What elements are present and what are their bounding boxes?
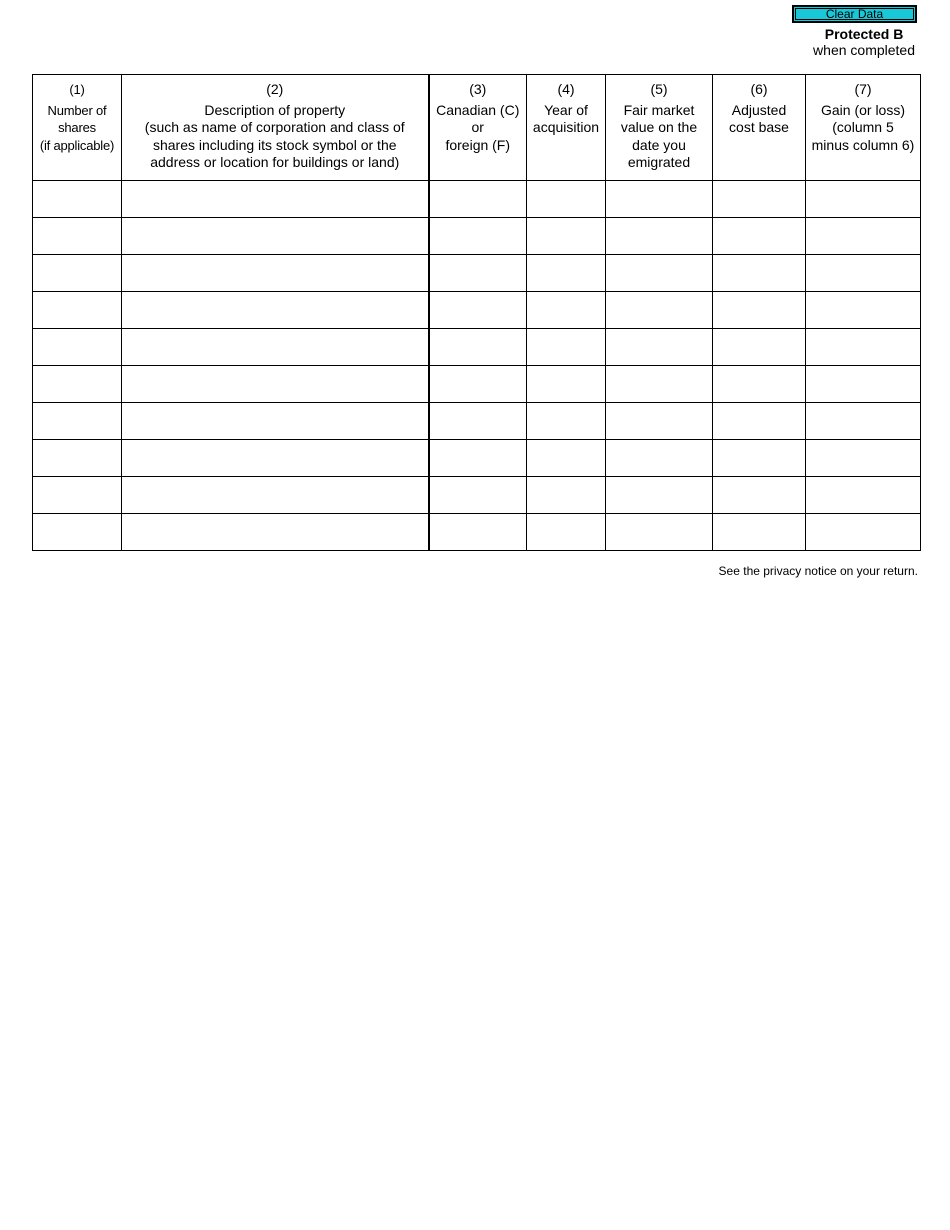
table-cell <box>429 477 527 514</box>
adjusted-cost-base-input[interactable] <box>713 329 805 365</box>
protected-label: Protected B <box>824 26 904 42</box>
column-label: Fair market value on the date you emigrated <box>620 101 698 170</box>
fair-market-value-input[interactable] <box>606 329 712 365</box>
canadian-or-foreign-input[interactable] <box>430 403 527 439</box>
column-label: Year of acquisition <box>532 101 600 135</box>
number-of-shares-input[interactable] <box>33 403 121 439</box>
description-input[interactable] <box>122 292 428 328</box>
table-cell <box>527 218 606 255</box>
description-input[interactable] <box>122 181 428 217</box>
gain-or-loss-input[interactable] <box>806 514 920 550</box>
table-cell <box>713 218 806 255</box>
table-cell <box>606 440 713 477</box>
table-body <box>33 181 921 551</box>
protected-b-notice <box>813 26 915 58</box>
gain-or-loss-input[interactable] <box>806 403 920 439</box>
gain-or-loss-input[interactable] <box>806 440 920 476</box>
year-of-acquisition-input[interactable] <box>527 292 605 328</box>
protected-sub-label: when completed <box>813 42 915 58</box>
table-cell <box>713 181 806 218</box>
table-cell <box>429 366 527 403</box>
table-cell <box>806 181 921 218</box>
table-cell <box>806 329 921 366</box>
table-cell <box>429 292 527 329</box>
fair-market-value-input[interactable] <box>606 440 712 476</box>
table-cell <box>713 514 806 551</box>
table-cell <box>713 403 806 440</box>
table-cell <box>713 255 806 292</box>
column-header-canadian-or-foreign <box>429 75 527 181</box>
adjusted-cost-base-input[interactable] <box>713 255 805 291</box>
table-row <box>33 403 921 440</box>
table-cell <box>806 440 921 477</box>
table-cell <box>606 403 713 440</box>
table-cell <box>122 477 429 514</box>
description-input[interactable] <box>122 366 428 402</box>
column-label: Description of property (such as name of corporation and class of shares including its stock symbol or the address or location for buildings or land) <box>144 101 405 170</box>
canadian-or-foreign-input[interactable] <box>430 181 527 217</box>
table-cell <box>33 255 122 292</box>
table-cell <box>527 329 606 366</box>
table-cell <box>33 366 122 403</box>
description-input[interactable] <box>122 255 428 291</box>
description-input[interactable] <box>122 477 428 513</box>
table-cell <box>122 366 429 403</box>
table-cell <box>527 292 606 329</box>
table-cell <box>527 181 606 218</box>
table-cell <box>122 218 429 255</box>
adjusted-cost-base-input[interactable] <box>713 440 805 476</box>
fair-market-value-input[interactable] <box>606 181 712 217</box>
table-header-row <box>33 75 921 181</box>
table-cell <box>806 366 921 403</box>
table-row <box>33 366 921 403</box>
number-of-shares-input[interactable] <box>33 292 121 328</box>
table-row <box>33 514 921 551</box>
table-cell <box>713 366 806 403</box>
canadian-or-foreign-input[interactable] <box>430 366 527 402</box>
year-of-acquisition-input[interactable] <box>527 218 605 254</box>
fair-market-value-input[interactable] <box>606 218 712 254</box>
year-of-acquisition-input[interactable] <box>527 403 605 439</box>
privacy-notice: See the privacy notice on your return. <box>718 564 918 578</box>
table-cell <box>806 514 921 551</box>
year-of-acquisition-input[interactable] <box>527 514 605 550</box>
table-cell <box>527 403 606 440</box>
column-header-adjusted-cost-base <box>713 75 806 181</box>
adjusted-cost-base-input[interactable] <box>713 477 805 513</box>
fair-market-value-input[interactable] <box>606 255 712 291</box>
column-header-fair-market-value <box>606 75 713 181</box>
table-cell <box>429 218 527 255</box>
number-of-shares-input[interactable] <box>33 366 121 402</box>
fair-market-value-input[interactable] <box>606 403 712 439</box>
year-of-acquisition-input[interactable] <box>527 255 605 291</box>
column-label: Number of shares (if applicable) <box>39 102 115 153</box>
canadian-or-foreign-input[interactable] <box>430 514 527 550</box>
fair-market-value-input[interactable] <box>606 366 712 402</box>
table-cell <box>33 477 122 514</box>
table-row <box>33 218 921 255</box>
gain-or-loss-input[interactable] <box>806 181 920 217</box>
year-of-acquisition-input[interactable] <box>527 366 605 402</box>
column-header-description <box>122 75 429 181</box>
number-of-shares-input[interactable] <box>33 218 121 254</box>
adjusted-cost-base-input[interactable] <box>713 181 805 217</box>
table-cell <box>33 181 122 218</box>
table-cell <box>429 440 527 477</box>
table-cell <box>429 403 527 440</box>
fair-market-value-input[interactable] <box>606 477 712 513</box>
gain-or-loss-input[interactable] <box>806 218 920 254</box>
table-cell <box>429 255 527 292</box>
table-row <box>33 292 921 329</box>
gain-or-loss-input[interactable] <box>806 477 920 513</box>
canadian-or-foreign-input[interactable] <box>430 292 527 328</box>
number-of-shares-input[interactable] <box>33 514 121 550</box>
description-input[interactable] <box>122 329 428 365</box>
table-cell <box>122 329 429 366</box>
column-label: Canadian (C) or foreign (F) <box>436 101 520 153</box>
gain-or-loss-input[interactable] <box>806 292 920 328</box>
table-cell <box>606 255 713 292</box>
year-of-acquisition-input[interactable] <box>527 440 605 476</box>
table-cell <box>429 514 527 551</box>
number-of-shares-input[interactable] <box>33 255 121 291</box>
number-of-shares-input[interactable] <box>33 329 121 365</box>
table-cell <box>33 514 122 551</box>
canadian-or-foreign-input[interactable] <box>430 477 527 513</box>
column-number: (4) <box>557 81 575 97</box>
table-cell <box>429 181 527 218</box>
table-cell <box>806 403 921 440</box>
column-number: (5) <box>650 81 668 97</box>
column-number: (2) <box>266 81 284 97</box>
table-cell <box>713 440 806 477</box>
adjusted-cost-base-input[interactable] <box>713 514 805 550</box>
table-cell <box>527 255 606 292</box>
table-cell <box>527 477 606 514</box>
number-of-shares-input[interactable] <box>33 477 121 513</box>
column-label: Adjusted cost base <box>729 101 789 135</box>
table-cell <box>33 403 122 440</box>
gain-or-loss-input[interactable] <box>806 329 920 365</box>
table-cell <box>33 329 122 366</box>
table-cell <box>33 218 122 255</box>
table-cell <box>527 366 606 403</box>
table-row <box>33 477 921 514</box>
table-cell <box>806 477 921 514</box>
table-cell <box>122 440 429 477</box>
table-cell <box>122 292 429 329</box>
table-cell <box>122 255 429 292</box>
table-cell <box>33 292 122 329</box>
table-cell <box>713 477 806 514</box>
column-header-gain-or-loss <box>806 75 921 181</box>
gain-or-loss-input[interactable] <box>806 366 920 402</box>
table-cell <box>606 181 713 218</box>
table-row <box>33 181 921 218</box>
table-row <box>33 255 921 292</box>
column-header-number-of-shares <box>33 75 122 181</box>
column-number: (3) <box>469 81 487 97</box>
year-of-acquisition-input[interactable] <box>527 181 605 217</box>
table-row <box>33 329 921 366</box>
table-cell <box>606 218 713 255</box>
property-table <box>32 74 921 551</box>
table-cell <box>606 514 713 551</box>
number-of-shares-input[interactable] <box>33 440 121 476</box>
year-of-acquisition-input[interactable] <box>527 477 605 513</box>
table-row <box>33 440 921 477</box>
adjusted-cost-base-input[interactable] <box>713 218 805 254</box>
adjusted-cost-base-input[interactable] <box>713 366 805 402</box>
column-header-year-of-acquisition <box>527 75 606 181</box>
year-of-acquisition-input[interactable] <box>527 329 605 365</box>
number-of-shares-input[interactable] <box>33 181 121 217</box>
table-cell <box>806 218 921 255</box>
fair-market-value-input[interactable] <box>606 292 712 328</box>
description-input[interactable] <box>122 440 428 476</box>
table-cell <box>122 181 429 218</box>
table-cell <box>606 329 713 366</box>
column-number: (6) <box>750 81 768 97</box>
gain-or-loss-input[interactable] <box>806 255 920 291</box>
table-cell <box>429 329 527 366</box>
description-input[interactable] <box>122 403 428 439</box>
table-cell <box>806 255 921 292</box>
clear-data-button[interactable]: Clear Data <box>792 5 917 23</box>
table-cell <box>122 403 429 440</box>
table-cell <box>606 477 713 514</box>
table-cell <box>527 440 606 477</box>
canadian-or-foreign-input[interactable] <box>430 440 527 476</box>
table-cell <box>806 292 921 329</box>
table-cell <box>122 514 429 551</box>
fair-market-value-input[interactable] <box>606 514 712 550</box>
description-input[interactable] <box>122 218 428 254</box>
canadian-or-foreign-input[interactable] <box>430 218 527 254</box>
table-cell <box>33 440 122 477</box>
adjusted-cost-base-input[interactable] <box>713 403 805 439</box>
table-cell <box>713 329 806 366</box>
description-input[interactable] <box>122 514 428 550</box>
table-cell <box>606 292 713 329</box>
table-cell <box>606 366 713 403</box>
canadian-or-foreign-input[interactable] <box>430 329 527 365</box>
column-label: Gain (or loss) (column 5 minus column 6) <box>811 101 915 153</box>
table-cell <box>527 514 606 551</box>
column-number: (1) <box>69 82 85 97</box>
column-number: (7) <box>854 81 872 97</box>
canadian-or-foreign-input[interactable] <box>430 255 527 291</box>
table-cell <box>713 292 806 329</box>
adjusted-cost-base-input[interactable] <box>713 292 805 328</box>
